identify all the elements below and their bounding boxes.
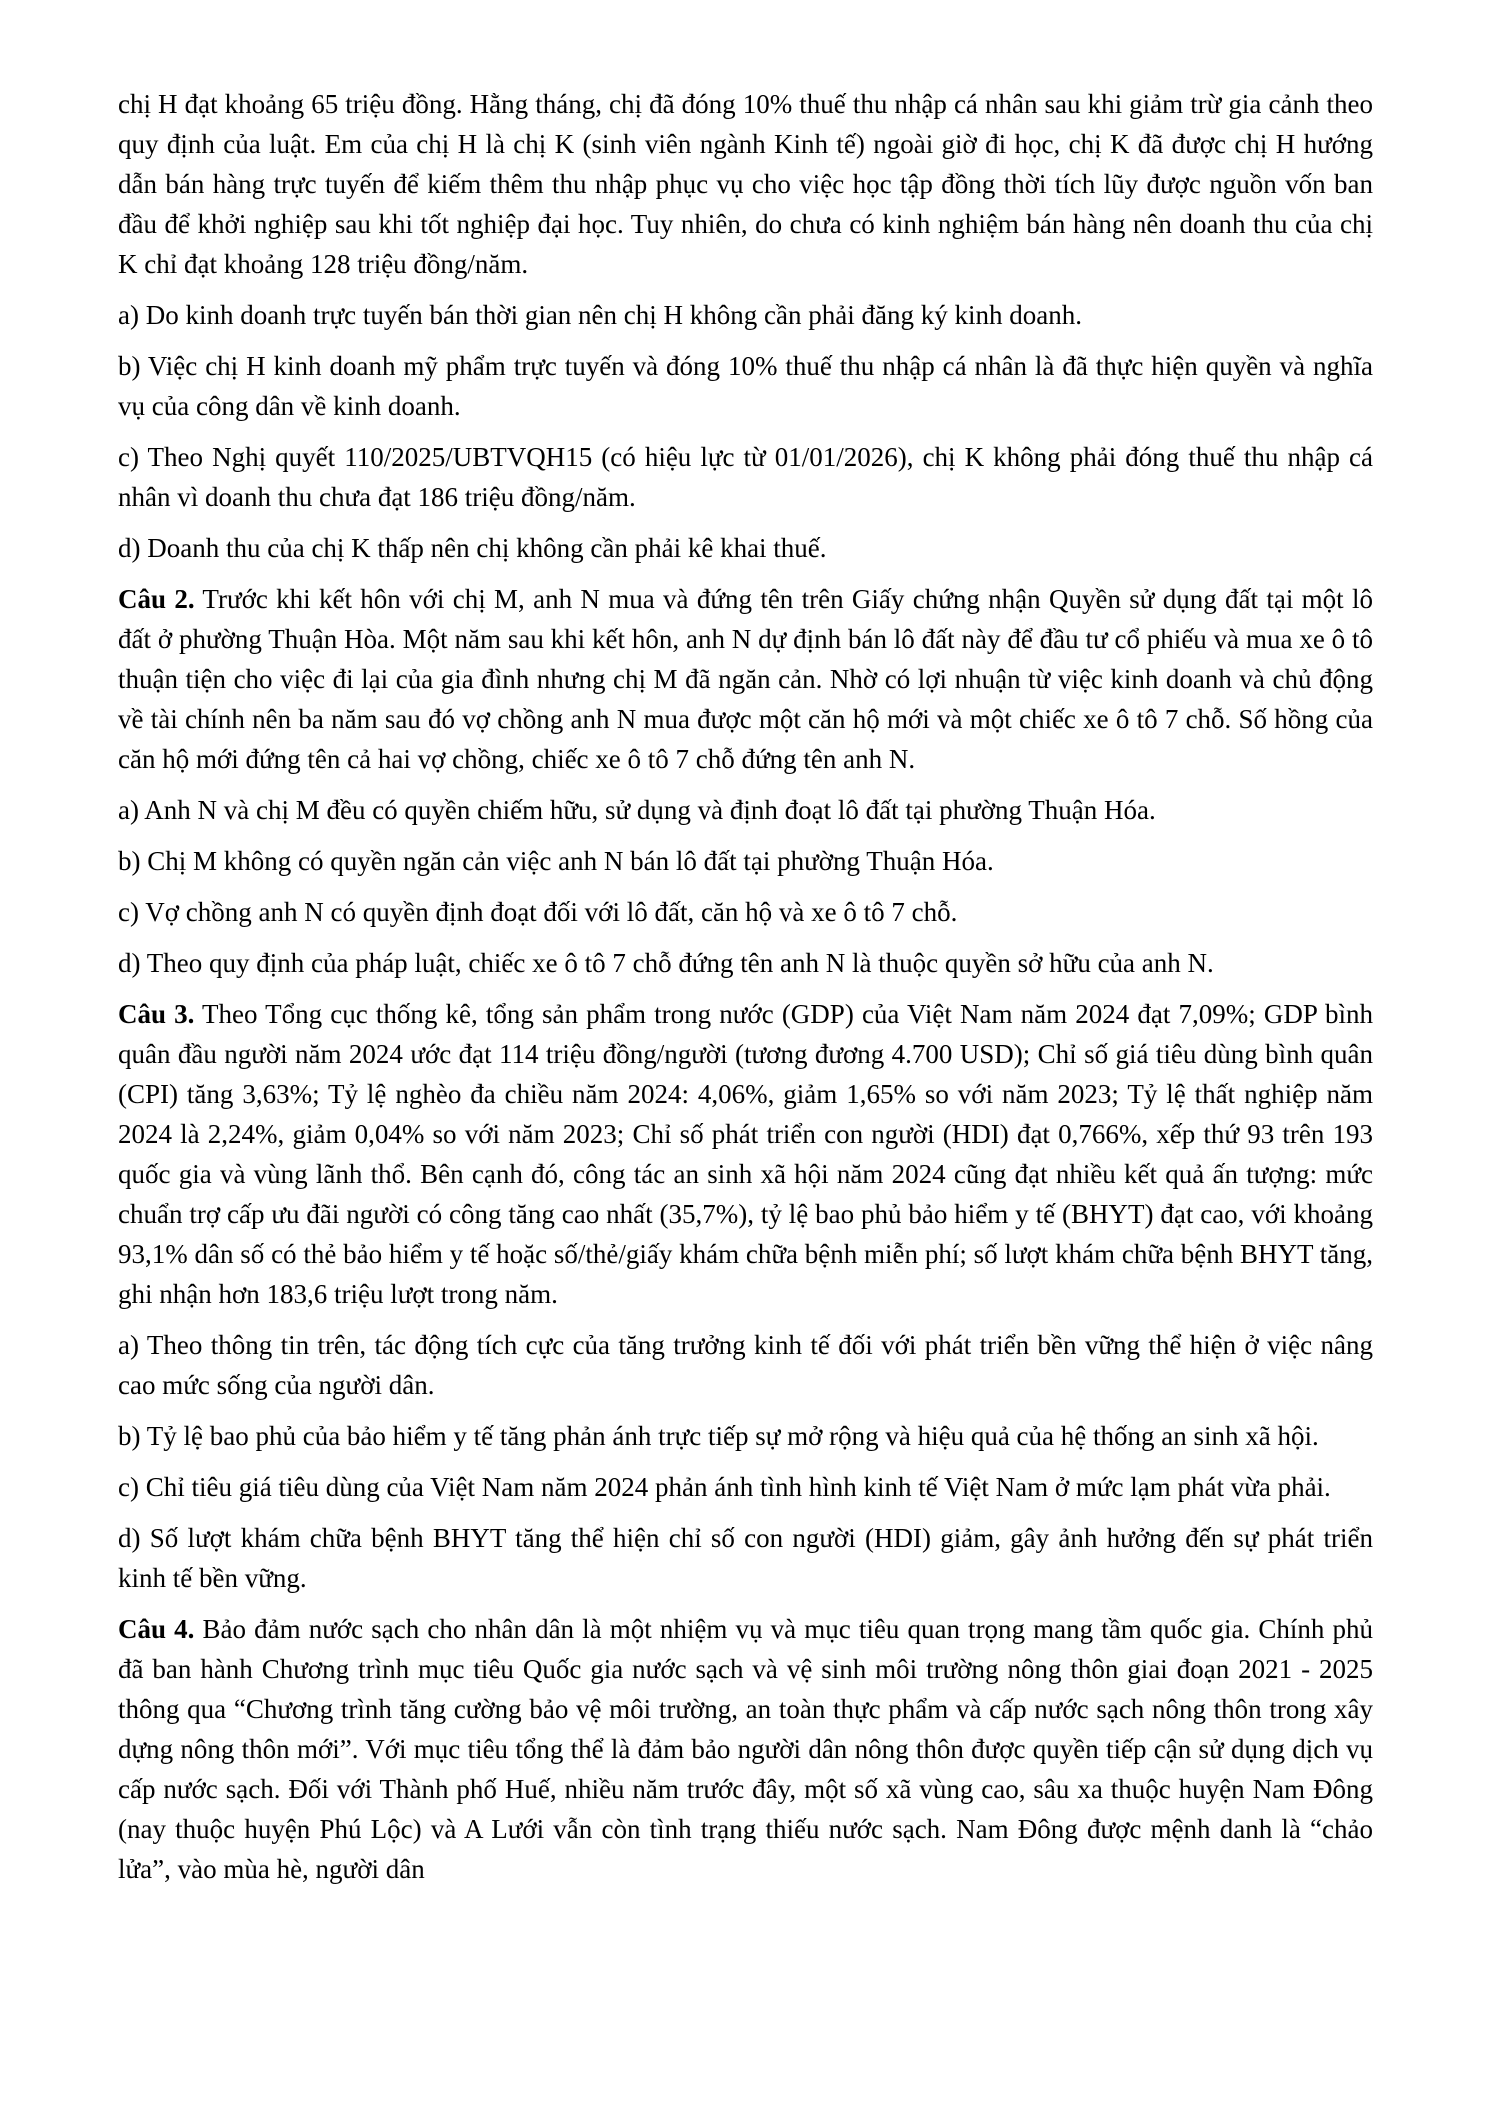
document-page (118, 84, 1373, 1900)
question-4-label: Câu 4. (118, 1614, 195, 1644)
q1-option-a: a) Do kinh doanh trực tuyến bán thời gian nên chị H không cần phải đăng ký kinh doanh. (118, 300, 1082, 330)
q3-option-d: d) Số lượt khám chữa bệnh BHYT tăng thể hiện chỉ số con người (HDI) giảm, gây ảnh hưởng đến sự phát triển kinh tế bền vững. (118, 1523, 1373, 1593)
question-2-text: Trước khi kết hôn với chị M, anh N mua và đứng tên trên Giấy chứng nhận Quyền sử dụng đất tại một lô đất ở phường Thuận Hòa. Một năm sau khi kết hôn, anh N dự định bán lô đất này để đầu tư cổ phiếu và mua xe ô tô thuận tiện cho việc đi lại của gia đình nhưng chị M đã ngăn cản. Nhờ có lợi nhuận từ việc kinh doanh và chủ động về tài chính nên ba năm sau đó vợ chồng anh N mua được một căn hộ mới và một chiếc xe ô tô 7 chỗ. Số hồng của căn hộ mới đứng tên cả hai vợ chồng, chiếc xe ô tô 7 chỗ đứng tên anh N. (118, 584, 1374, 774)
q3-option-b: b) Tỷ lệ bao phủ của bảo hiểm y tế tăng phản ánh trực tiếp sự mở rộng và hiệu quả của hệ thống an sinh xã hội. (118, 1421, 1319, 1451)
q3-option-c: c) Chỉ tiêu giá tiêu dùng của Việt Nam năm 2024 phản ánh tình hình kinh tế Việt Nam ở mức lạm phát vừa phải. (118, 1472, 1331, 1502)
q2-option-b: b) Chị M không có quyền ngăn cản việc anh N bán lô đất tại phường Thuận Hóa. (118, 846, 994, 876)
question-2-stem (118, 579, 1373, 779)
q1-option-d: d) Doanh thu của chị K thấp nên chị không cần phải kê khai thuế. (118, 533, 827, 563)
q2-option-a: a) Anh N và chị M đều có quyền chiếm hữu, sử dụng và định đoạt lô đất tại phường Thuận Hóa. (118, 795, 1156, 825)
question-4-stem (118, 1609, 1373, 1889)
intro-paragraph: chị H đạt khoảng 65 triệu đồng. Hằng tháng, chị đã đóng 10% thuế thu nhập cá nhân sau khi giảm trừ gia cảnh theo quy định của luật. Em của chị H là chị K (sinh viên ngành Kinh tế) ngoài giờ đi học, chị K đã được chị H hướng dẫn bán hàng trực tuyến để kiếm thêm thu nhập phục vụ cho việc học tập đồng thời tích lũy được nguồn vốn ban đầu để khởi nghiệp sau khi tốt nghiệp đại học. Tuy nhiên, do chưa có kinh nghiệm bán hàng nên doanh thu của chị K chỉ đạt khoảng 128 triệu đồng/năm. (118, 89, 1373, 279)
q1-option-b: b) Việc chị H kinh doanh mỹ phẩm trực tuyến và đóng 10% thuế thu nhập cá nhân là đã thực hiện quyền và nghĩa vụ của công dân về kinh doanh. (118, 351, 1373, 421)
q3-option-a: a) Theo thông tin trên, tác động tích cực của tăng trưởng kinh tế đối với phát triển bền vững thể hiện ở việc nâng cao mức sống của người dân. (118, 1330, 1373, 1400)
question-3-label: Câu 3. (118, 999, 195, 1029)
q1-option-c: c) Theo Nghị quyết 110/2025/UBTVQH15 (có hiệu lực từ 01/01/2026), chị K không phải đóng thuế thu nhập cá nhân vì doanh thu chưa đạt 186 triệu đồng/năm. (118, 442, 1373, 512)
question-3-text: Theo Tổng cục thống kê, tổng sản phẩm trong nước (GDP) của Việt Nam năm 2024 đạt 7,09%; GDP bình quân đầu người năm 2024 ước đạt 114 triệu đồng/người (tương đương 4.700 USD); Chỉ số giá tiêu dùng bình quân (CPI) tăng 3,63%; Tỷ lệ nghèo đa chiều năm 2024: 4,06%, giảm 1,65% so với năm 2023; Tỷ lệ thất nghiệp năm 2024 là 2,24%, giảm 0,04% so với năm 2023; Chỉ số phát triển con người (HDI) đạt 0,766%, xếp thứ 93 trên 193 quốc gia và vùng lãnh thổ. Bên cạnh đó, công tác an sinh xã hội năm 2024 cũng đạt nhiều kết quả ấn tượng: mức chuẩn trợ cấp ưu đãi người có công tăng cao nhất (35,7%), tỷ lệ bao phủ bảo hiểm y tế (BHYT) đạt cao, với khoảng 93,1% dân số có thẻ bảo hiểm y tế hoặc số/thẻ/giấy khám chữa bệnh miễn phí; số lượt khám chữa bệnh BHYT tăng, ghi nhận hơn 183,6 triệu lượt trong năm. (118, 999, 1373, 1309)
q2-option-c: c) Vợ chồng anh N có quyền định đoạt đối với lô đất, căn hộ và xe ô tô 7 chỗ. (118, 897, 958, 927)
question-2-label: Câu 2. (118, 584, 195, 614)
question-3-stem (118, 994, 1373, 1314)
question-4-text: Bảo đảm nước sạch cho nhân dân là một nhiệm vụ và mục tiêu quan trọng mang tầm quốc gia. Chính phủ đã ban hành Chương trình mục tiêu Quốc gia nước sạch và vệ sinh môi trường nông thôn giai đoạn 2021 - 2025 thông qua “Chương trình tăng cường bảo vệ môi trường, an toàn thực phẩm và cấp nước sạch nông thôn trong xây dựng nông thôn mới”. Với mục tiêu tổng thể là đảm bảo người dân nông thôn được quyền tiếp cận sử dụng dịch vụ cấp nước sạch. Đối với Thành phố Huế, nhiều năm trước đây, một số xã vùng cao, sâu xa thuộc huyện Nam Đông (nay thuộc huyện Phú Lộc) và A Lưới vẫn còn tình trạng thiếu nước sạch. Nam Đông được mệnh danh là “chảo lửa”, vào mùa hè, người dân (118, 1614, 1373, 1884)
q2-option-d: d) Theo quy định của pháp luật, chiếc xe ô tô 7 chỗ đứng tên anh N là thuộc quyền sở hữu của anh N. (118, 948, 1214, 978)
